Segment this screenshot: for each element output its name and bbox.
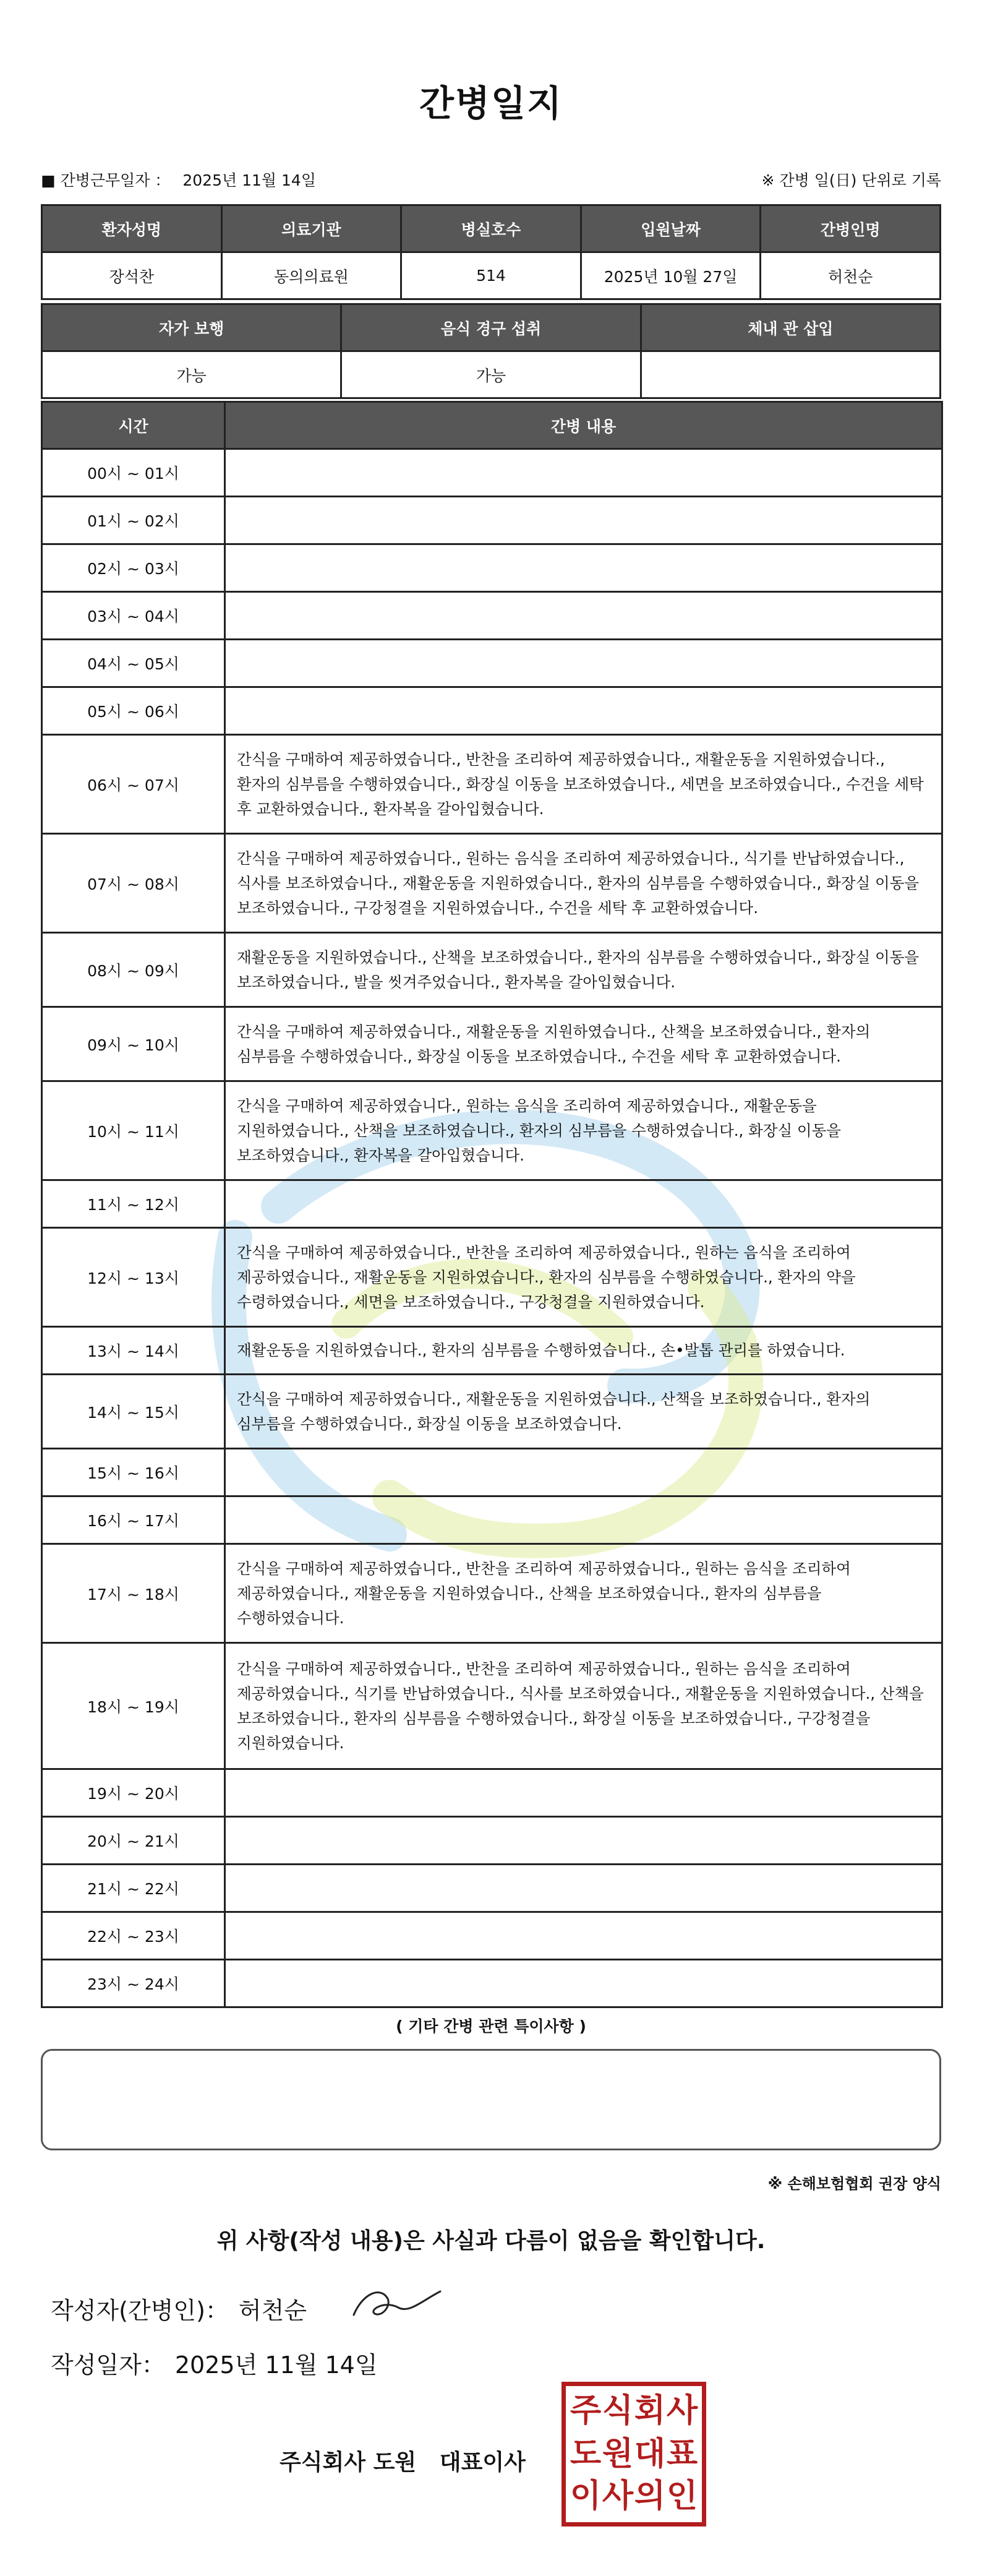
self-walking-header: 자가 보행 [42,304,341,351]
work-date-value: 2025년 11월 14일 [182,171,316,189]
time-cell: 18시 ~ 19시 [42,1643,225,1769]
patient-name-value: 장석찬 [42,252,222,299]
care-content-cell [225,1180,942,1228]
care-content-cell: 재활운동을 지원하였습니다., 산책을 보조하였습니다., 환자의 심부름을 수행하였습니다., 화장실 이동을 보조하였습니다., 발을 씻겨주었습니다., 환자복을 갈아입혔습니다. [225,933,942,1007]
writer-label: 작성자(간병인)： [51,2297,229,2324]
table-row [42,1375,942,1449]
hospital-value: 동의의료원 [221,252,401,299]
table-row [42,640,942,687]
table-row [42,1912,942,1960]
time-header: 시간 [42,402,225,449]
care-content-cell: 간식을 구매하여 제공하였습니다., 재활운동을 지원하였습니다., 산책을 보조하였습니다., 환자의 심부름을 수행하였습니다., 화장실 이동을 보조하였습니다., 수건을 세탁 후 교환하였습니다. [225,1007,942,1081]
table-row [42,1643,942,1769]
special-notes-title: ( 기타 간병 관련 특이사항 ) [396,2017,586,2035]
care-content-header: 간병 내용 [225,402,942,449]
care-content-cell [225,592,942,640]
care-content-cell: 간식을 구매하여 제공하였습니다., 반찬을 조리하여 제공하였습니다., 원하는 음식을 조리하여 제공하였습니다., 재활운동을 지원하였습니다., 환자의 심부름을 수행하였습니다., 환자의 약을 수령하였습니다., 세면을 보조하였습니다., 구강청결을 지원하였습니다. [225,1228,942,1327]
company-representative: 주식회사 도원 대표이사 [280,2450,526,2475]
room-number-value: 514 [401,252,581,299]
time-cell: 13시 ~ 14시 [42,1327,225,1375]
table-row [42,449,942,497]
care-content-cell [225,1912,942,1960]
hospital-header: 의료기관 [221,205,401,252]
patient-info-table [41,204,941,300]
time-cell: 21시 ~ 22시 [42,1865,225,1912]
time-cell: 20시 ~ 21시 [42,1817,225,1865]
time-cell: 12시 ~ 13시 [42,1228,225,1327]
care-content-cell [225,449,942,497]
table-row [42,497,942,544]
care-content-cell: 재활운동을 지원하였습니다., 환자의 심부름을 수행하였습니다., 손•발톱 관리를 하였습니다. [225,1327,942,1375]
table-row [42,1180,942,1228]
care-content-cell: 간식을 구매하여 제공하였습니다., 반찬을 조리하여 제공하였습니다., 원하는 음식을 조리하여 제공하였습니다., 재활운동을 지원하였습니다., 산책을 보조하였습니다., 환자의 심부름을 수행하였습니다. [225,1544,942,1643]
company-seal [561,2382,706,2527]
caregiver-name-value: 허천순 [761,252,941,299]
page-title: 간병일지 [419,82,563,124]
writer-name: 허천순 [238,2297,307,2324]
care-content-cell [225,1865,942,1912]
care-content-cell [225,1817,942,1865]
work-date [41,168,316,191]
care-content-cell [225,497,942,544]
care-content-cell: 간식을 구매하여 제공하였습니다., 원하는 음식을 조리하여 제공하였습니다., 식기를 반납하였습니다., 식사를 보조하였습니다., 재활운동을 지원하였습니다., 환자의 심부름을 수행하였습니다., 화장실 이동을 보조하였습니다., 구강청결을 지원하였습니다., 수건을 세탁 후 교환하였습니다. [225,834,942,933]
care-content-cell [225,544,942,592]
admission-date-header: 입원날짜 [581,205,761,252]
meta-row [41,168,941,193]
status-value-row [42,351,941,398]
time-cell: 08시 ~ 09시 [42,933,225,1007]
table-row [42,1817,942,1865]
care-content-cell [225,1449,942,1496]
table-row [42,1865,942,1912]
patient-name-header: 환자성명 [42,205,222,252]
table-row [42,1327,942,1375]
time-cell: 01시 ~ 02시 [42,497,225,544]
time-cell: 17시 ~ 18시 [42,1544,225,1643]
written-date-label: 작성일자： [51,2351,165,2379]
written-date-value: 2025년 11월 14일 [174,2351,378,2379]
special-notes-box [41,2049,941,2150]
table-row [42,1228,942,1327]
table-row [42,1007,942,1081]
care-content-cell [225,640,942,687]
time-cell: 09시 ~ 10시 [42,1007,225,1081]
care-content-cell: 간식을 구매하여 제공하였습니다., 원하는 음식을 조리하여 제공하였습니다., 재활운동을 지원하였습니다., 산책을 보조하였습니다., 환자의 심부름을 수행하였습니다., 화장실 이동을 보조하였습니다., 환자복을 갈아입혔습니다. [225,1081,942,1180]
written-date-line [51,2346,378,2380]
table-row [42,1081,942,1180]
table-row [42,544,942,592]
time-cell: 16시 ~ 17시 [42,1496,225,1544]
care-content-cell [225,1769,942,1817]
time-cell: 22시 ~ 23시 [42,1912,225,1960]
care-content-cell: 간식을 구매하여 제공하였습니다., 재활운동을 지원하였습니다., 산책을 보조하였습니다., 환자의 심부름을 수행하였습니다., 화장실 이동을 보조하였습니다. [225,1375,942,1449]
table-row [42,1769,942,1817]
table-row [42,592,942,640]
association-note: ※ 손해보험협회 권장 양식 [767,2175,941,2192]
table-row [42,1960,942,2007]
table-row [42,1496,942,1544]
time-cell: 03시 ~ 04시 [42,592,225,640]
table-row [42,687,942,735]
unit-note: ※ 간병 일(日) 단위로 기록 [761,171,941,189]
self-walking-value: 가능 [42,351,341,398]
care-content-cell [225,1496,942,1544]
oral-intake-header: 음식 경구 섭취 [341,304,641,351]
seal-text: 주 식 회 사 도 원 대 표 이 사 의 인 [570,2392,698,2515]
table-row [42,1449,942,1496]
time-cell: 02시 ~ 03시 [42,544,225,592]
time-cell: 04시 ~ 05시 [42,640,225,687]
signature-mark [350,2283,443,2326]
care-content-cell: 간식을 구매하여 제공하였습니다., 반찬을 조리하여 제공하였습니다., 재활운동을 지원하였습니다., 환자의 심부름을 수행하였습니다., 화장실 이동을 보조하였습니다., 세면을 보조하였습니다., 수건을 세탁 후 교환하였습니다., 환자복을 갈아입혔습니다. [225,735,942,834]
hourly-care-log-table [41,401,943,2008]
table-row [42,834,942,933]
time-cell: 19시 ~ 20시 [42,1769,225,1817]
time-cell: 15시 ~ 16시 [42,1449,225,1496]
writer-line [51,2291,307,2325]
log-header-row [42,402,942,449]
tube-insertion-header: 체내 관 삽입 [641,304,940,351]
care-content-cell [225,1960,942,2007]
time-cell: 14시 ~ 15시 [42,1375,225,1449]
time-cell: 07시 ~ 08시 [42,834,225,933]
time-cell: 05시 ~ 06시 [42,687,225,735]
patient-info-header-row [42,205,941,252]
admission-date-value: 2025년 10월 27일 [581,252,761,299]
time-cell: 11시 ~ 12시 [42,1180,225,1228]
room-number-header: 병실호수 [401,205,581,252]
time-cell: 23시 ~ 24시 [42,1960,225,2007]
table-row [42,933,942,1007]
table-row [42,735,942,834]
caregiver-name-header: 간병인명 [761,205,941,252]
patient-status-table [41,303,941,399]
tube-insertion-value [641,351,940,398]
oral-intake-value: 가능 [341,351,641,398]
time-cell: 10시 ~ 11시 [42,1081,225,1180]
patient-info-value-row [42,252,941,299]
time-cell: 00시 ~ 01시 [42,449,225,497]
work-date-label: ■ 간병근무일자 ： [41,171,171,189]
status-header-row [42,304,941,351]
confirmation-statement: 위 사항(작성 내용)은 사실과 다름이 없음을 확인합니다. [216,2228,766,2254]
table-row [42,1544,942,1643]
care-content-cell: 간식을 구매하여 제공하였습니다., 반찬을 조리하여 제공하였습니다., 원하는 음식을 조리하여 제공하였습니다., 식기를 반납하였습니다., 식사를 보조하였습니다., 재활운동을 지원하였습니다., 산책을 보조하였습니다., 환자의 심부름을 수행하였습니다., 화장실 이동을 보조하였습니다., 구강청결을 지원하였습니다. [225,1643,942,1769]
care-content-cell [225,687,942,735]
time-cell: 06시 ~ 07시 [42,735,225,834]
